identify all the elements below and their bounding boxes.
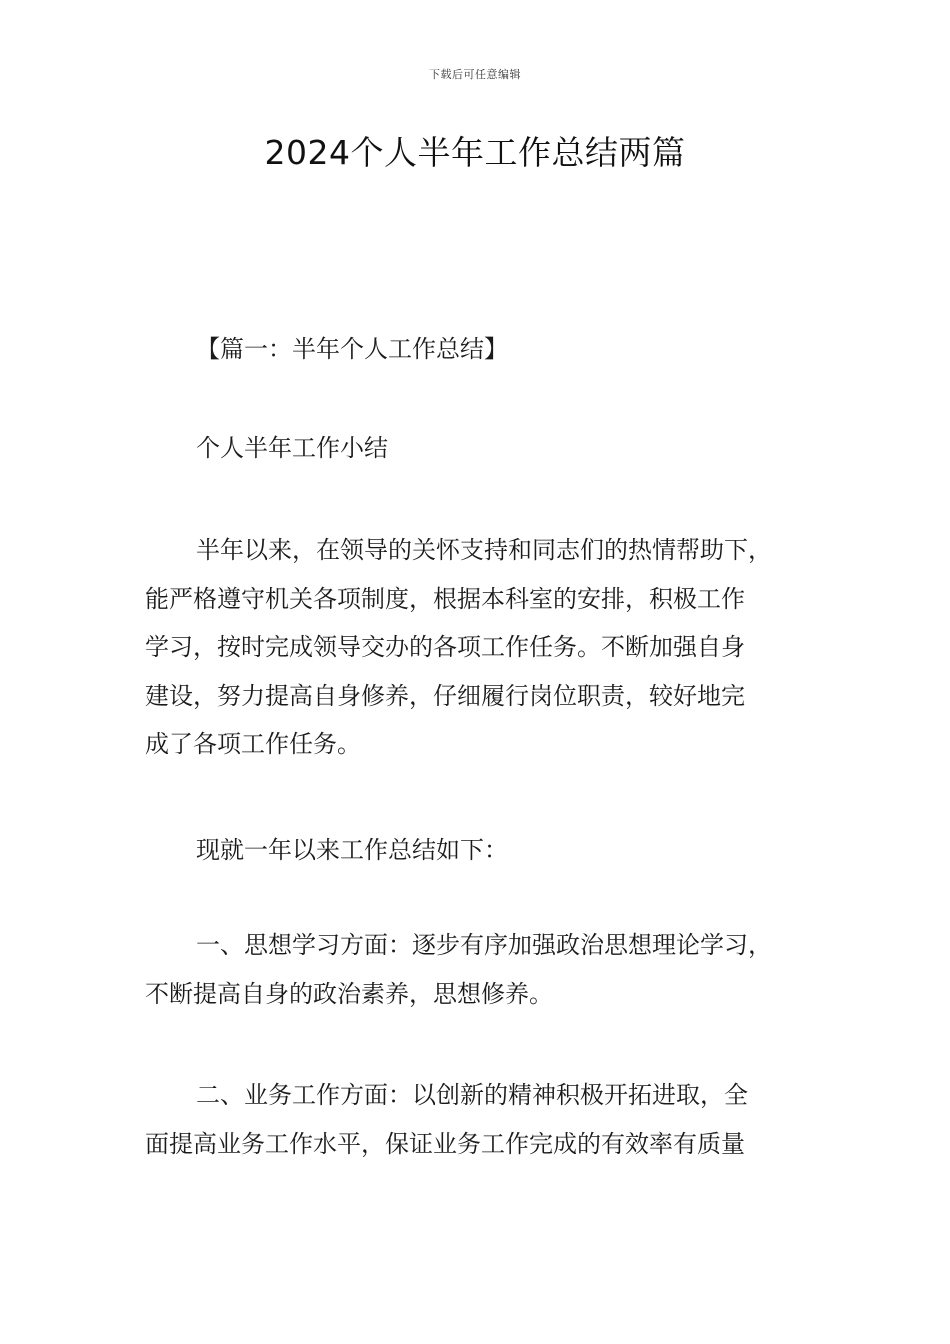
paragraph-line: 面提高业务工作水平，保证业务工作完成的有效率有质量 bbox=[145, 1129, 745, 1158]
paragraph-line: 学习，按时完成领导交办的各项工作任务。不断加强自身 bbox=[145, 633, 745, 661]
paragraph-line: 能严格遵守机关各项制度，根据本科室的安排，积极工作 bbox=[145, 584, 745, 613]
paragraph bbox=[145, 826, 845, 875]
paragraph-line: 二、业务工作方面：以创新的精神积极开拓进取，全 bbox=[196, 1081, 748, 1109]
header-note: 下载后可任意编辑 bbox=[429, 68, 521, 81]
paragraph-line: 一、思想学习方面：逐步有序加强政治思想理论学习， bbox=[196, 931, 772, 959]
paragraph bbox=[145, 921, 845, 1018]
paragraph-line: 成了各项工作任务。 bbox=[145, 730, 361, 758]
paragraph bbox=[145, 526, 845, 769]
document-title: 2024个人半年工作总结两篇 bbox=[264, 133, 686, 172]
sub-heading: 个人半年工作小结 bbox=[196, 434, 388, 462]
paragraph-line: 现就一年以来工作总结如下： bbox=[196, 836, 508, 864]
paragraph-line: 半年以来，在领导的关怀支持和同志们的热情帮助下， bbox=[196, 536, 772, 564]
paragraph-line: 不断提高自身的政治素养，思想修养。 bbox=[145, 979, 553, 1008]
paragraph bbox=[145, 1071, 845, 1168]
section-heading: 【篇一：半年个人工作总结】 bbox=[196, 335, 508, 363]
paragraph-line: 建设，努力提高自身修养，仔细履行岗位职责，较好地完 bbox=[145, 681, 745, 710]
